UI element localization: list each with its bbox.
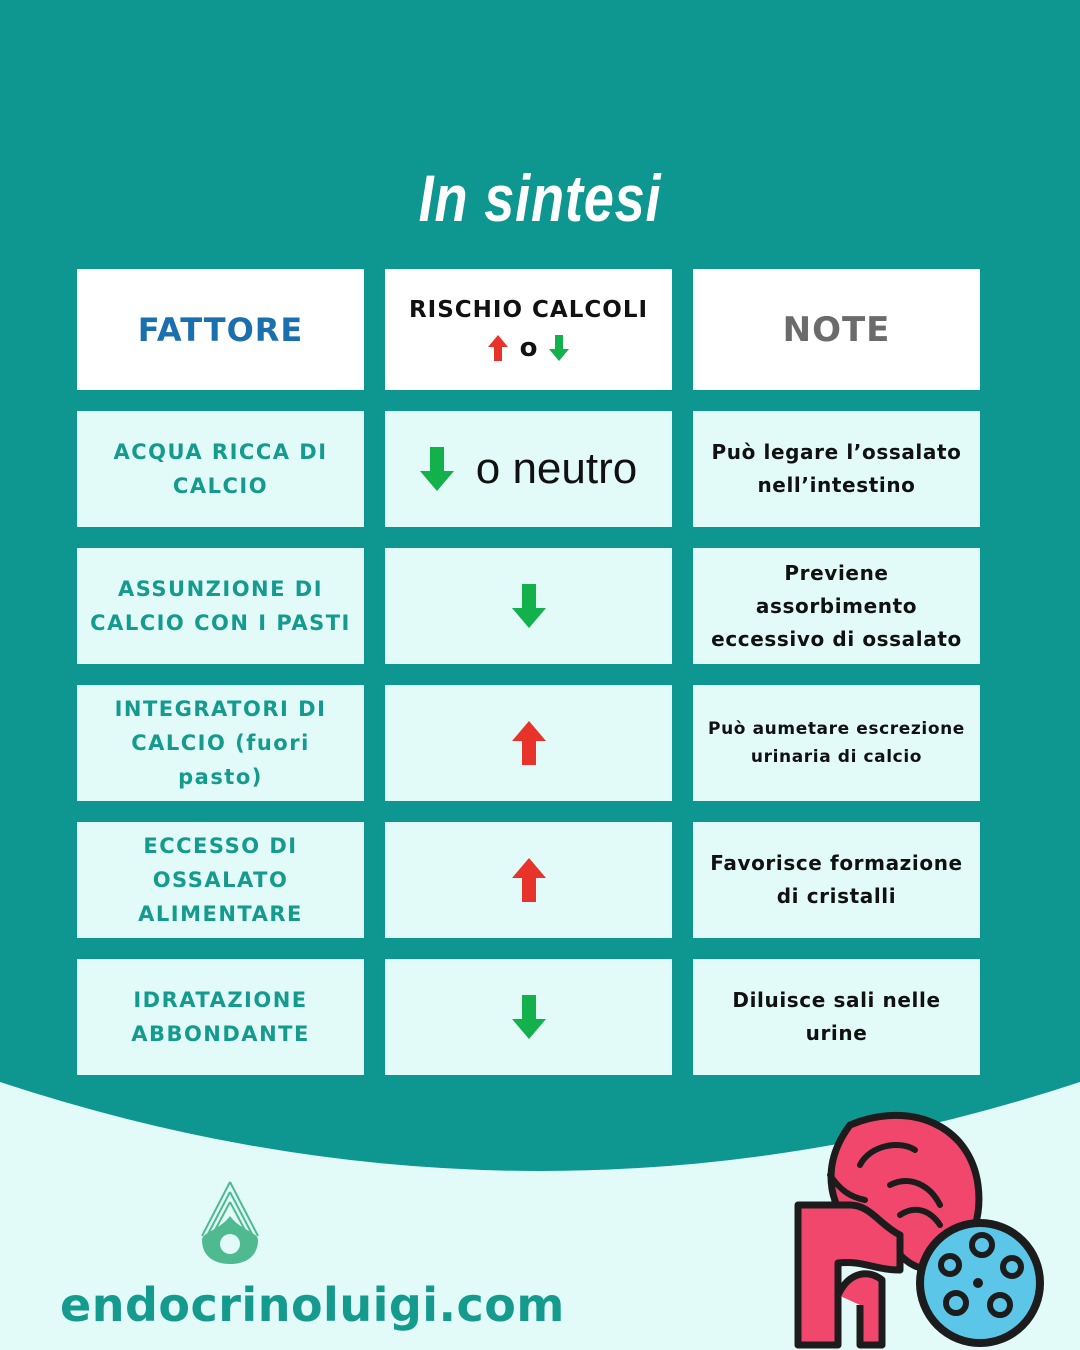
header-factor <box>77 269 364 390</box>
factor-text: ACQUA RICCA DI CALCIO <box>113 440 328 498</box>
factor-text: ASSUNZIONE DI CALCIO CON I PASTI <box>90 577 351 635</box>
header-risk-label: RISCHIO CALCOLI <box>408 296 649 323</box>
page-title: In sintesi <box>418 161 662 235</box>
header-note-label: NOTE <box>782 309 891 350</box>
table-row-factor <box>77 548 364 664</box>
risk-legend <box>488 333 570 363</box>
note-text: Può legare l’ossalato nell’intestino <box>711 440 962 497</box>
drop-logo-icon <box>198 1180 262 1266</box>
note-text: Previene assorbimento eccessivo di ossalato <box>711 560 962 651</box>
table-row-note <box>693 411 980 527</box>
arrow-up-icon <box>488 335 508 361</box>
arrow-up-icon <box>512 721 546 765</box>
table-row-factor <box>77 685 364 801</box>
arrow-down-icon <box>512 584 546 628</box>
risk-neutral-text: o neutro <box>475 444 638 493</box>
arrow-down-icon <box>420 447 454 491</box>
table-row-risk <box>385 959 672 1075</box>
risk-down-or-neutral <box>420 444 637 494</box>
table-row-note <box>693 822 980 938</box>
header-factor-label: FATTORE <box>137 310 304 349</box>
note-text: Diluisce sali nelle urine <box>732 988 941 1045</box>
table-row-factor <box>77 959 364 1075</box>
table-row-risk <box>385 685 672 801</box>
header-note <box>693 269 980 390</box>
arrow-down-icon <box>549 335 569 361</box>
note-text: Può aumetare escrezione urinaria di calcio <box>708 719 965 767</box>
table-row-risk <box>385 411 672 527</box>
table-row-factor <box>77 822 364 938</box>
factor-text: IDRATAZIONE ABBONDANTE <box>131 988 310 1046</box>
factor-text: INTEGRATORI DI CALCIO (fuori pasto) <box>114 697 327 789</box>
table-row-note <box>693 685 980 801</box>
legend-or: o <box>519 332 538 363</box>
brand-website: endocrinoluigi.com <box>60 1278 565 1332</box>
table-row-note <box>693 548 980 664</box>
arrow-down-icon <box>512 995 546 1039</box>
table-row-factor <box>77 411 364 527</box>
table-row-risk <box>385 822 672 938</box>
kidney-icon <box>790 1105 1050 1350</box>
table-row-note <box>693 959 980 1075</box>
note-text: Favorisce formazione di cristalli <box>710 851 963 908</box>
header-risk <box>385 269 672 390</box>
factor-text: ECCESSO DI OSSALATO ALIMENTARE <box>138 834 303 926</box>
table-row-risk <box>385 548 672 664</box>
arrow-up-icon <box>512 858 546 902</box>
